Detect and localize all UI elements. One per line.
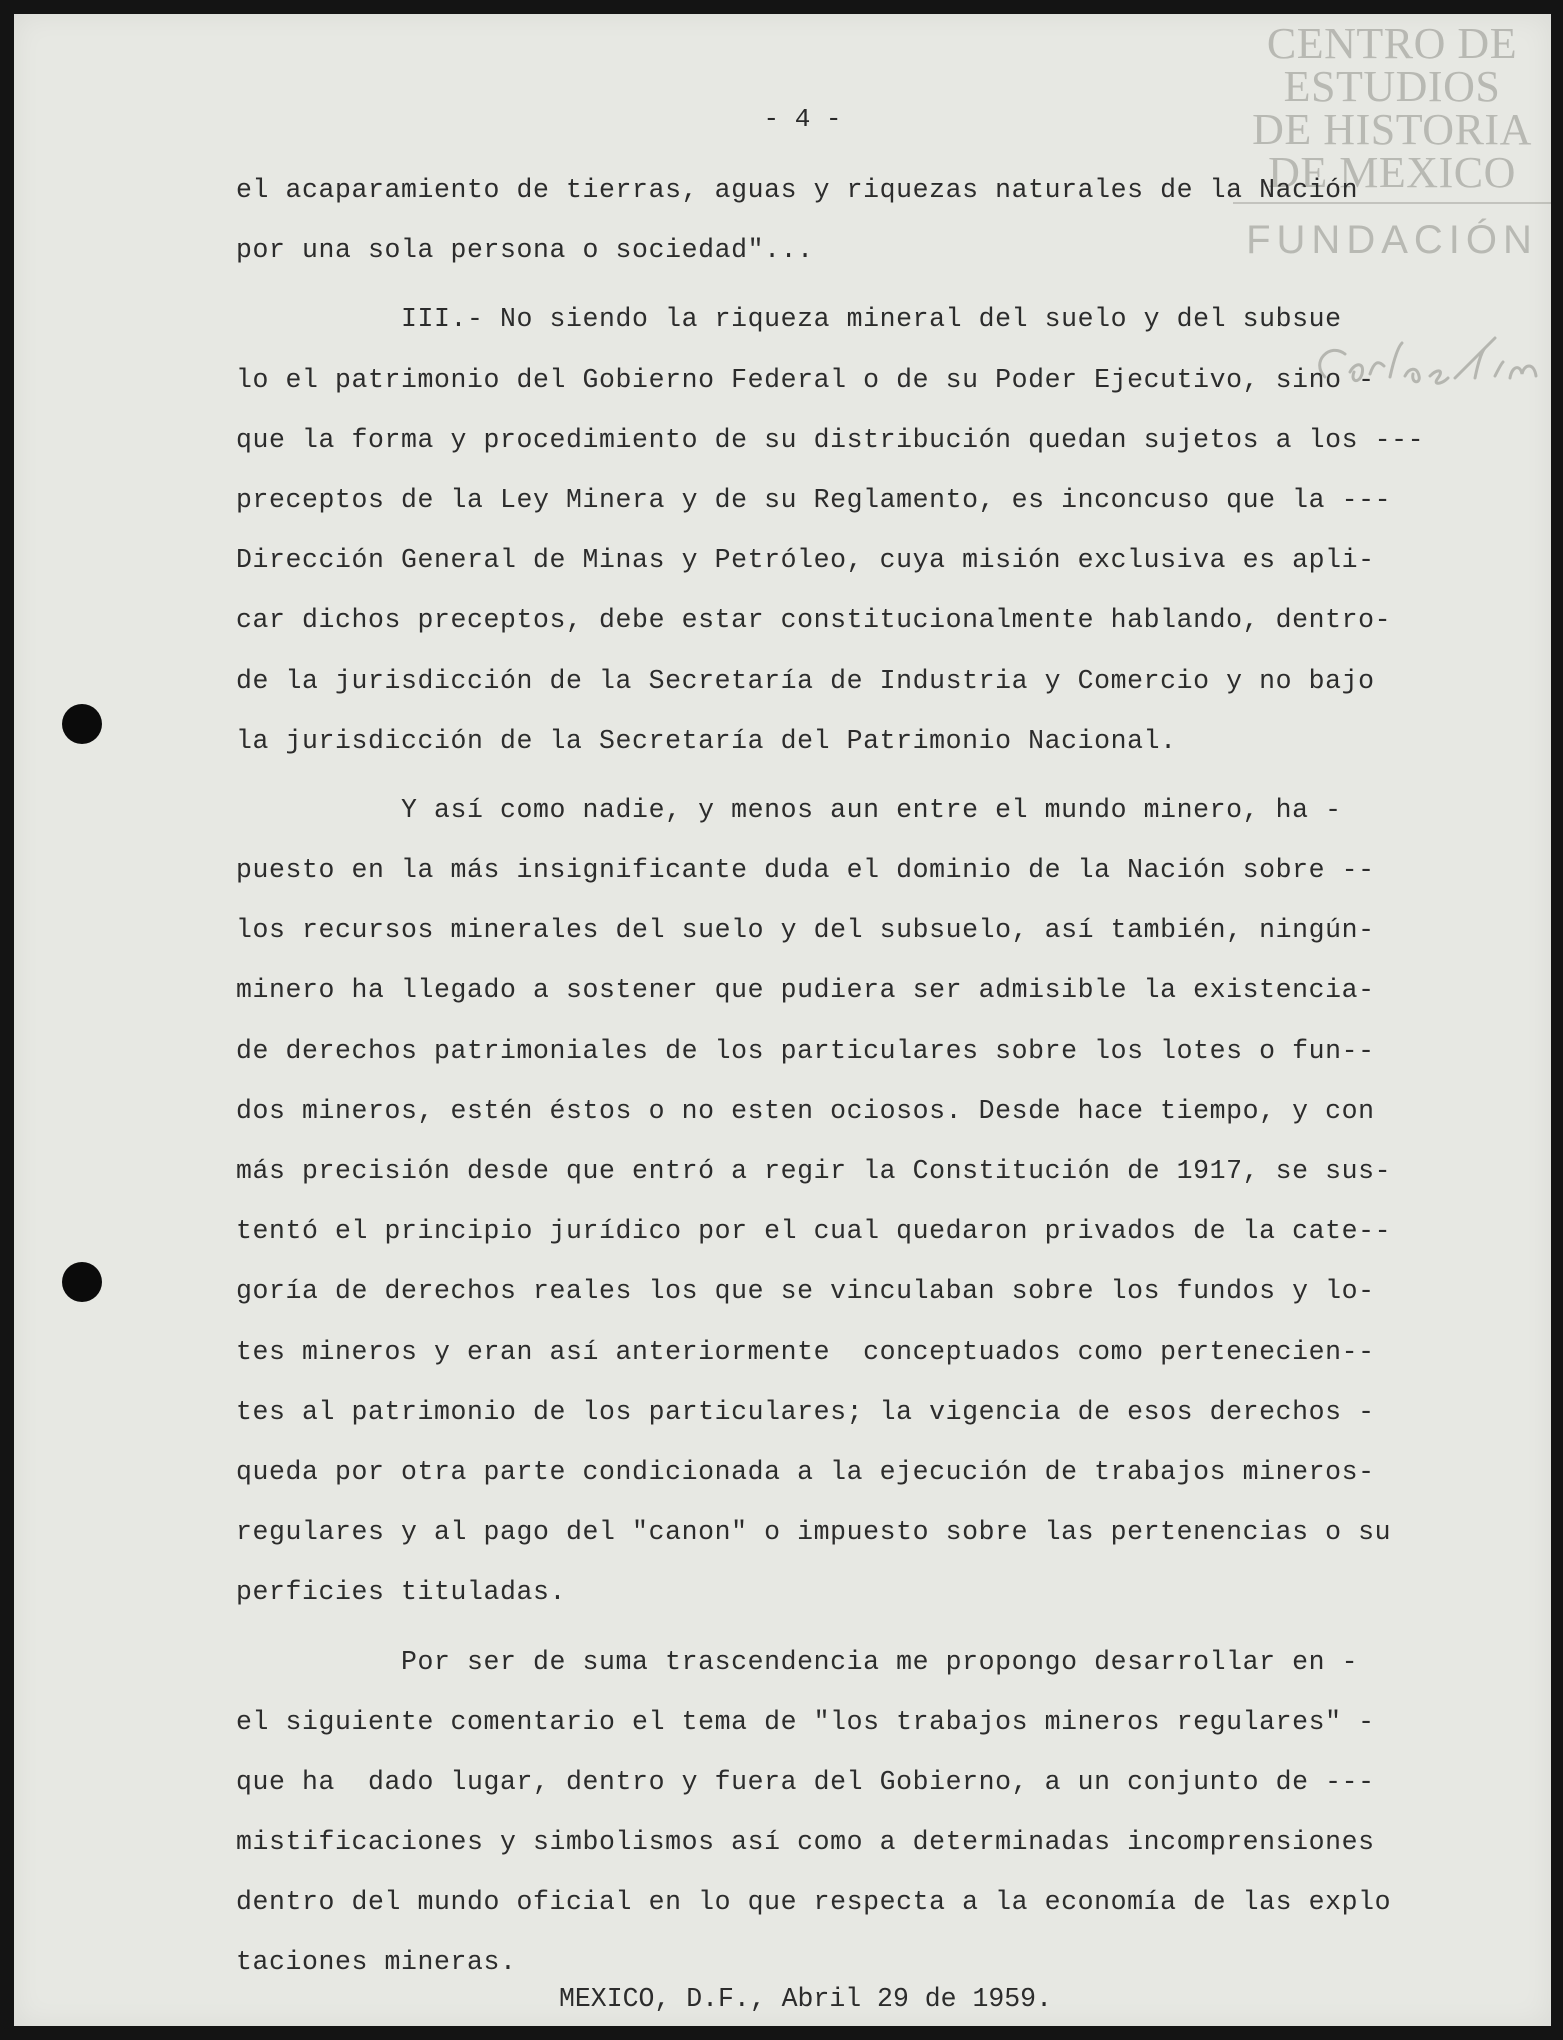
text-line: perficies tituladas. [236,1577,567,1608]
text-line: III.- No siendo la riqueza mineral del suelo y del subsue [236,304,1342,335]
text-line: el siguiente comentario el tema de "los trabajos mineros regulares" - [236,1706,1375,1737]
text-line: mistificaciones y simbolismos así como a determinadas incomprensiones [236,1827,1375,1858]
text-line: tes al patrimonio de los particulares; la vigencia de esos derechos - [236,1396,1375,1427]
punch-hole [62,704,102,744]
text-line: taciones mineras. [236,1947,517,1978]
paragraph-gap [236,280,1531,289]
watermark-line: DE HISTORIA [1252,105,1532,154]
text-line: lo el patrimonio del Gobierno Federal o de su Poder Ejecutivo, sino - [236,364,1375,395]
text-line: de derechos patrimoniales de los particulares sobre los lotes o fun-- [236,1035,1375,1066]
text-line: más precisión desde que entró a regir la Constitución de 1917, se sus- [236,1156,1392,1186]
paragraph-gap [236,771,1531,780]
page-number: - 4 - [763,104,842,134]
text-line: de la jurisdicción de la Secretaría de Industria y Comercio y no bajo [236,665,1375,696]
text-line: tentó el principio jurídico por el cual quedaron privados de la cate-- [236,1216,1392,1247]
text-line: los recursos minerales del suelo y del subsuelo, así también, ningún- [236,915,1375,946]
text-line: que ha dado lugar, dentro y fuera del Gobierno, a un conjunto de --- [236,1766,1375,1797]
text-line: tes mineros y eran así anteriormente conceptuados como pertenecien-- [236,1336,1375,1367]
punch-hole [62,1262,102,1302]
text-line: el acaparamiento de tierras, aguas y riquezas naturales de la Nación [236,175,1359,205]
text-line: car dichos preceptos, debe estar constitucionalmente hablando, dentro- [236,605,1392,636]
text-line: la jurisdicción de la Secretaría del Patrimonio Nacional. [236,725,1177,756]
watermark-line: DE MEXICO [1268,148,1516,197]
text-line: preceptos de la Ley Minera y de su Reglamento, es inconcuso que la --- [236,484,1392,515]
document-page [14,14,1551,2026]
text-line: queda por otra parte condicionada a la ejecución de trabajos mineros- [236,1456,1375,1487]
text-line: que la forma y procedimiento de su distribución quedan sujetos a los --- [236,424,1425,455]
text-line: goría de derechos reales los que se vinculaban sobre los fundos y lo- [236,1276,1375,1307]
paragraph-gap [236,1623,1531,1632]
text-line: Por ser de suma trascendencia me propongo desarrollar en - [236,1646,1359,1677]
text-line: Y así como nadie, y menos aun entre el mundo minero, ha - [236,794,1342,825]
text-line: puesto en la más insignificante duda el dominio de la Nación sobre -- [236,855,1375,886]
document-body [236,160,1531,1993]
text-line: regulares y al pago del "canon" o impuesto sobre las pertenencias o su [236,1517,1392,1548]
watermark-line: ESTUDIOS [1283,62,1501,111]
text-line: por una sola persona o sociedad"... [236,235,814,266]
watermark-line: CENTRO DE [1266,19,1518,68]
text-line: Dirección General de Minas y Petróleo, cuya misión exclusiva es apli- [236,545,1375,576]
watermark-foundation: FUNDACIÓN [1246,218,1538,262]
text-line: minero ha llegado a sostener que pudiera ser admisible la existencia- [236,975,1375,1006]
text-line: dentro del mundo oficial en lo que respecta a la economía de las explo [236,1887,1392,1918]
text-line: dos mineros, estén éstos o no esten ociosos. Desde hace tiempo, y con [236,1095,1375,1126]
dateline: MEXICO, D.F., Abril 29 de 1959. [559,1984,1052,2014]
